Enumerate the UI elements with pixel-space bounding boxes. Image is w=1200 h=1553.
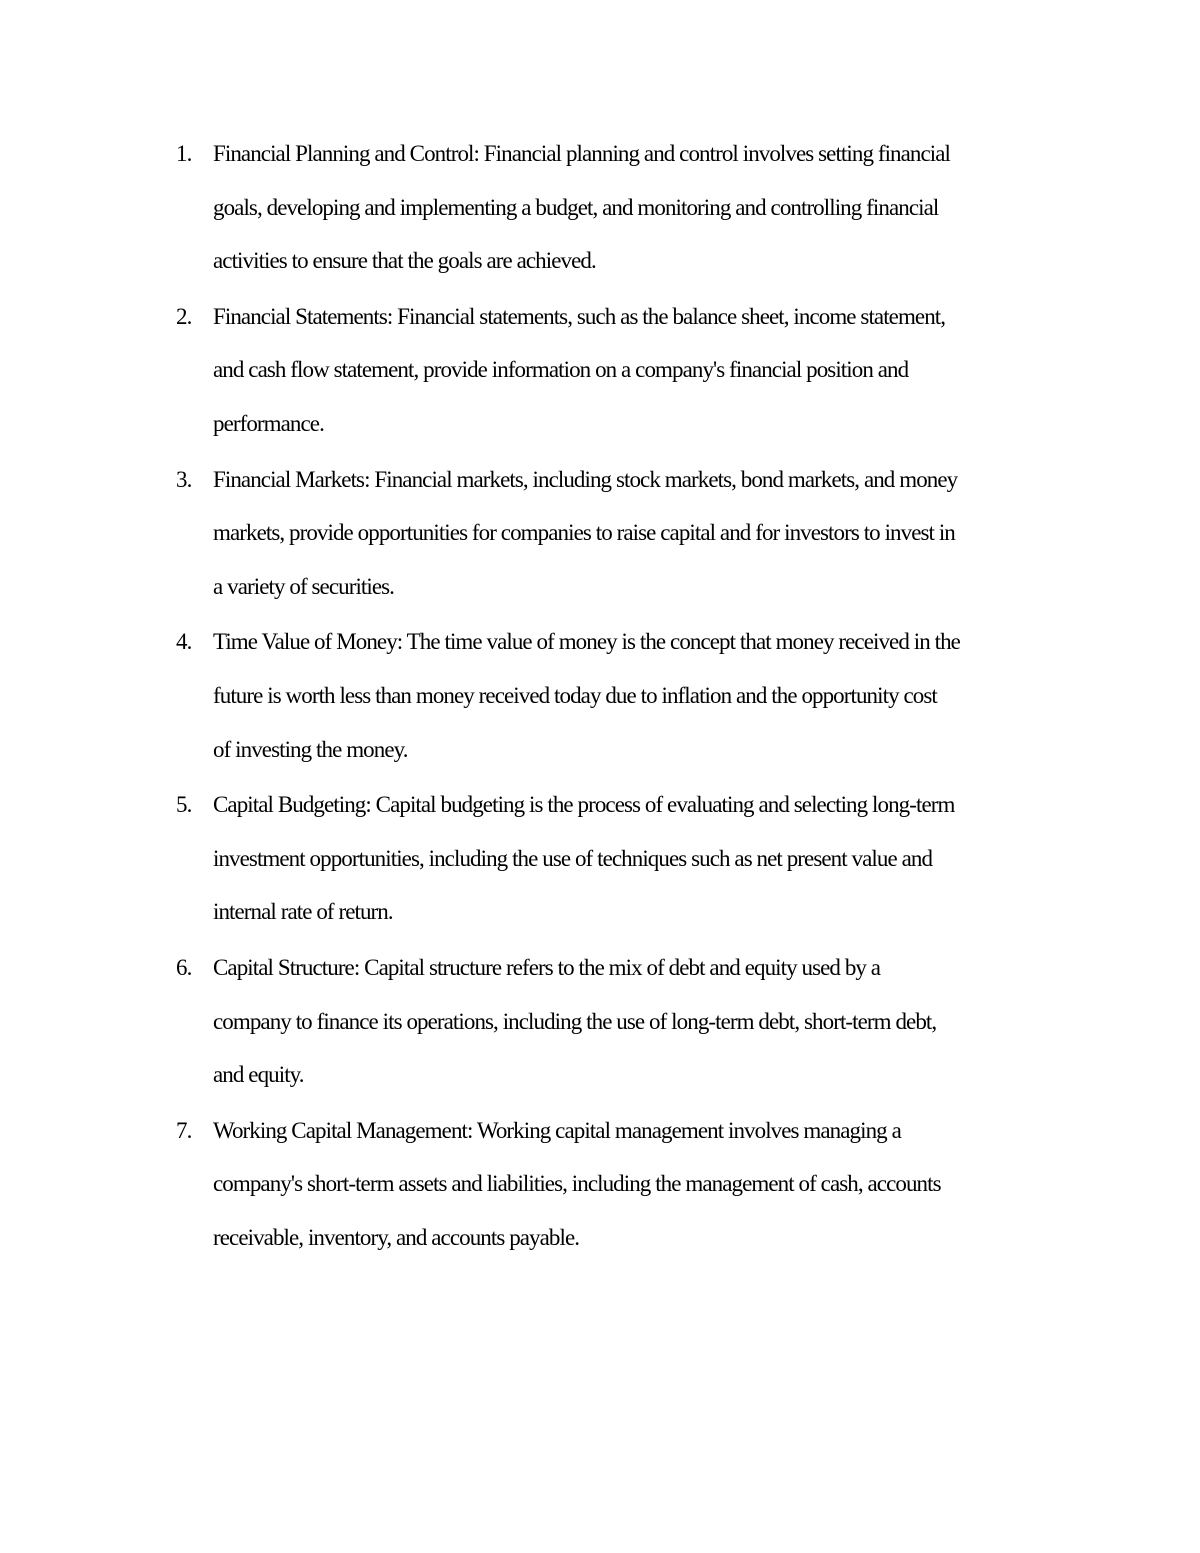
list-item-line: and equity. (213, 1062, 304, 1088)
list-item-number: 1. (176, 141, 192, 166)
list-item-line: goals, developing and implementing a budget, and monitoring and controlling financial (213, 194, 939, 220)
list-item-line: internal rate of return. (213, 899, 393, 925)
list-item-line: activities to ensure that the goals are achieved. (213, 248, 596, 274)
list-item-line: performance. (213, 410, 324, 436)
list-item-line: Financial Markets: Financial markets, including stock markets, bond markets, and money (213, 466, 958, 492)
list-item-line: markets, provide opportunities for companies to raise capital and for investors to invest in (213, 520, 955, 546)
list-item (176, 615, 1076, 776)
list-item-line: future is worth less than money received today due to inflation and the opportunity cost (213, 682, 937, 708)
list-item-line: Capital Budgeting: Capital budgeting is the process of evaluating and selecting long-term (213, 792, 955, 818)
list-item (176, 453, 1076, 614)
list-item (176, 778, 1076, 939)
numbered-list (176, 127, 1076, 1266)
list-item-line: Time Value of Money: The time value of money is the concept that money received in the (213, 629, 960, 655)
list-item-line: receivable, inventory, and accounts payable. (213, 1224, 580, 1250)
list-item-line: Financial Statements: Financial statements, such as the balance sheet, income statement, (213, 303, 946, 329)
list-item-line: company to finance its operations, including the use of long-term debt, short-term debt, (213, 1008, 937, 1034)
list-item-line: Financial Planning and Control: Financial planning and control involves setting financial (213, 141, 951, 166)
list-item-line: company's short-term assets and liabilities, including the management of cash, accounts (213, 1171, 941, 1197)
list-item-number: 7. (176, 1117, 192, 1143)
list-item-line: a variety of securities. (213, 573, 395, 599)
list-item-line: of investing the money. (213, 736, 408, 762)
list-item-line: investment opportunities, including the use of techniques such as net present value and (213, 845, 933, 871)
list-item-number: 6. (176, 954, 192, 980)
list-item (176, 290, 1076, 451)
list-item (176, 127, 1076, 288)
list-item-number: 5. (176, 792, 192, 818)
list-item-line: Capital Structure: Capital structure refers to the mix of debt and equity used by a (213, 954, 881, 980)
list-item (176, 941, 1076, 1102)
list-item-number: 3. (176, 466, 192, 492)
list-item-line: and cash flow statement, provide information on a company's financial position and (213, 357, 909, 383)
list-item-number: 4. (176, 629, 192, 655)
list-item-number: 2. (176, 303, 192, 329)
list-item (176, 1104, 1076, 1265)
list-item-line: Working Capital Management: Working capital management involves managing a (213, 1117, 901, 1143)
